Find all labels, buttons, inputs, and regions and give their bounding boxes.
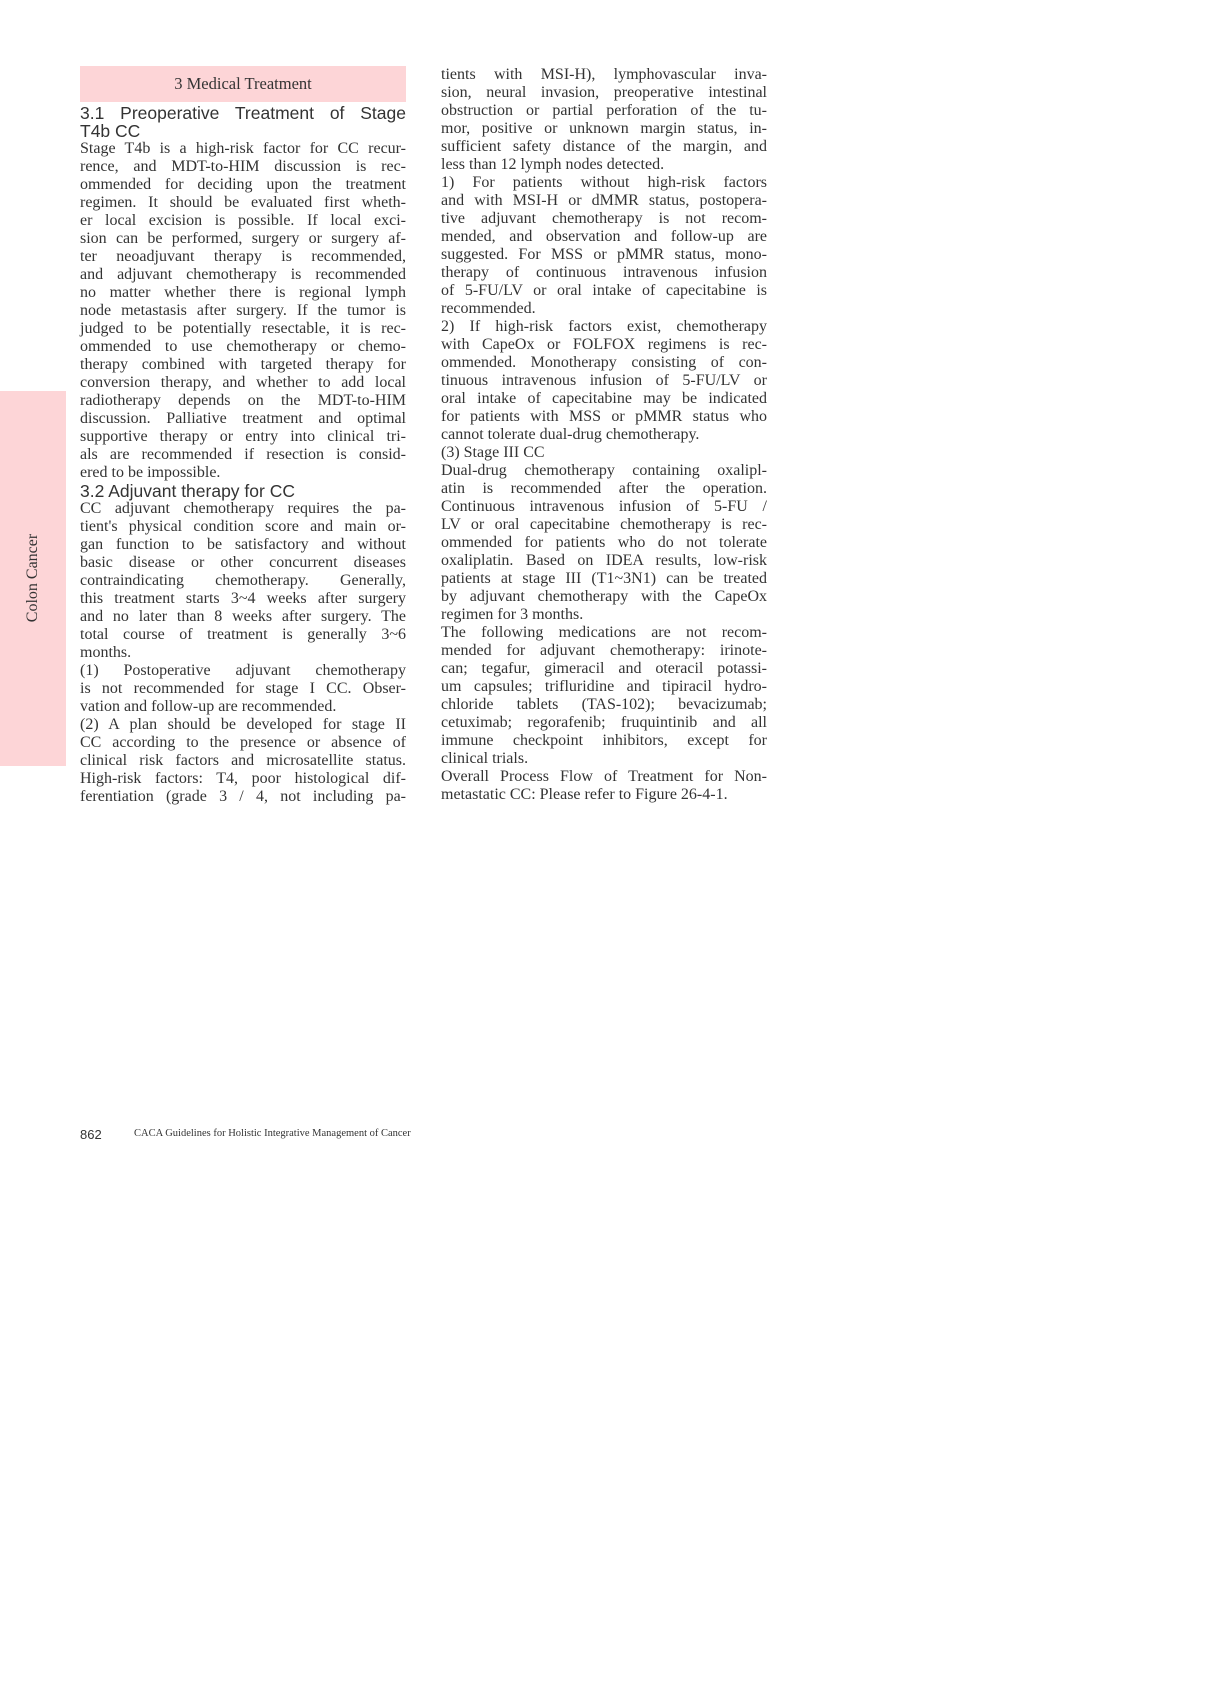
text-line: supportive therapy or entry into clinical tri- bbox=[80, 428, 406, 445]
text-line: no matter whether there is regional lymph bbox=[80, 284, 406, 301]
text-line: sion, neural invasion, preoperative intestinal bbox=[441, 84, 767, 101]
text-line: clinical risk factors and microsatellite status. bbox=[80, 752, 406, 769]
text-line: The following medications are not recom- bbox=[441, 624, 767, 641]
paragraph bbox=[80, 500, 406, 662]
right-text-flow bbox=[441, 66, 767, 804]
text-line: Dual-drug chemotherapy containing oxalipl- bbox=[441, 462, 767, 479]
paragraph bbox=[80, 716, 406, 806]
text-line: T4b CC bbox=[80, 121, 141, 141]
section-title: 3 Medical Treatment bbox=[80, 66, 406, 102]
text-line: ommended for patients who do not tolerate bbox=[441, 534, 767, 551]
paragraph bbox=[80, 140, 406, 482]
paragraph bbox=[80, 662, 406, 716]
paragraph bbox=[441, 462, 767, 624]
text-line: can; tegafur, gimeracil and oteracil potassi- bbox=[441, 660, 767, 677]
text-line: this treatment starts 3~4 weeks after surgery bbox=[80, 590, 406, 607]
text-line: suggested. For MSS or pMMR status, mono- bbox=[441, 246, 767, 263]
text-line: sufficient safety distance of the margin, and bbox=[441, 138, 767, 155]
text-line: mended for adjuvant chemotherapy: irinote- bbox=[441, 642, 767, 659]
text-line: um capsules; trifluridine and tipiracil hydro- bbox=[441, 678, 767, 695]
text-line: immune checkpoint inhibitors, except for bbox=[441, 732, 767, 749]
text-line: tinuous intravenous infusion of 5-FU/LV or bbox=[441, 372, 767, 389]
text-line: conversion therapy, and whether to add local bbox=[80, 374, 406, 391]
text-line: rence, and MDT-to-HIM discussion is rec- bbox=[80, 158, 406, 175]
side-tab-label: Colon Cancer bbox=[24, 533, 41, 623]
text-line: ommended. Monotherapy consisting of con- bbox=[441, 354, 767, 371]
text-line: basic disease or other concurrent diseases bbox=[80, 554, 406, 571]
text-line: regimen. It should be evaluated first wheth- bbox=[80, 194, 406, 211]
text-line: with CapeOx or FOLFOX regimens is rec- bbox=[441, 336, 767, 353]
text-line: tients with MSI-H), lymphovascular inva- bbox=[441, 66, 767, 83]
text-line: therapy combined with targeted therapy for bbox=[80, 356, 406, 373]
left-text-flow bbox=[80, 104, 406, 806]
text-line: atin is recommended after the operation. bbox=[441, 480, 767, 497]
text-line: ommended for deciding upon the treatment bbox=[80, 176, 406, 193]
text-line: radiotherapy depends on the MDT-to-HIM bbox=[80, 392, 406, 409]
right-column bbox=[441, 66, 767, 804]
text-line: (3) Stage III CC bbox=[441, 444, 545, 461]
page-footer bbox=[80, 1126, 411, 1144]
text-line: regimen for 3 months. bbox=[441, 606, 584, 623]
text-line: total course of treatment is generally 3~6 bbox=[80, 626, 406, 643]
text-line: clinical trials. bbox=[441, 750, 529, 767]
text-line: therapy of continuous intravenous infusion bbox=[441, 264, 767, 281]
text-line: ferentiation (grade 3 / 4, not including pa- bbox=[80, 788, 406, 805]
text-line: metastatic CC: Please refer to Figure 26-4-1. bbox=[441, 786, 728, 803]
text-line: 1) For patients without high-risk factors bbox=[441, 174, 767, 191]
paragraph bbox=[441, 318, 767, 444]
text-line: oral intake of capecitabine may be indicated bbox=[441, 390, 767, 407]
text-line: cetuximab; regorafenib; fruquintinib and all bbox=[441, 714, 767, 731]
text-line: CC adjuvant chemotherapy requires the pa- bbox=[80, 500, 406, 517]
text-line: 3.1 Preoperative Treatment of Stage bbox=[80, 103, 406, 123]
text-line: patients at stage III (T1~3N1) can be treated bbox=[441, 570, 767, 587]
text-line: Overall Process Flow of Treatment for Non- bbox=[441, 768, 767, 785]
text-line: judged to be potentially resectable, it is rec- bbox=[80, 320, 406, 337]
paragraph bbox=[441, 444, 767, 462]
text-line: chloride tablets (TAS-102); bevacizumab; bbox=[441, 696, 767, 713]
text-line: ered to be impossible. bbox=[80, 464, 221, 481]
text-line: cannot tolerate dual-drug chemotherapy. bbox=[441, 426, 700, 443]
text-line: oxaliplatin. Based on IDEA results, low-risk bbox=[441, 552, 767, 569]
text-line: High-risk factors: T4, poor histological dif- bbox=[80, 770, 406, 787]
text-line: by adjuvant chemotherapy with the CapeOx bbox=[441, 588, 767, 605]
text-line: 2) If high-risk factors exist, chemotherapy bbox=[441, 318, 767, 335]
text-line: recommended. bbox=[441, 300, 536, 317]
text-line: ter neoadjuvant therapy is recommended, bbox=[80, 248, 406, 265]
paragraph bbox=[441, 768, 767, 804]
text-line: discussion. Palliative treatment and optimal bbox=[80, 410, 406, 427]
text-line: contraindicating chemotherapy. Generally, bbox=[80, 572, 406, 589]
paragraph bbox=[441, 174, 767, 318]
text-line: sion can be performed, surgery or surgery af- bbox=[80, 230, 406, 247]
text-line: node metastasis after surgery. If the tumor is bbox=[80, 302, 406, 319]
text-line: (1) Postoperative adjuvant chemotherapy bbox=[80, 662, 406, 679]
text-line: tive adjuvant chemotherapy is not recom- bbox=[441, 210, 767, 227]
text-line: gan function to be satisfactory and without bbox=[80, 536, 406, 553]
text-line: ommended to use chemotherapy or chemo- bbox=[80, 338, 406, 355]
paragraph bbox=[441, 66, 767, 174]
text-line: and adjuvant chemotherapy is recommended bbox=[80, 266, 406, 283]
text-line: obstruction or partial perforation of the tu- bbox=[441, 102, 767, 119]
text-line: als are recommended if resection is consid- bbox=[80, 446, 406, 463]
subsection-heading bbox=[80, 104, 406, 140]
text-line: CC according to the presence or absence of bbox=[80, 734, 406, 751]
text-line: less than 12 lymph nodes detected. bbox=[441, 156, 665, 173]
text-line: is not recommended for stage I CC. Obser- bbox=[80, 680, 406, 697]
text-line: (2) A plan should be developed for stage II bbox=[80, 716, 406, 733]
text-line: mended, and observation and follow-up are bbox=[441, 228, 767, 245]
text-line: Continuous intravenous infusion of 5-FU / bbox=[441, 498, 767, 515]
text-line: and with MSI-H or dMMR status, postopera- bbox=[441, 192, 767, 209]
text-line: 3.2 Adjuvant therapy for CC bbox=[80, 481, 295, 501]
text-line: er local excision is possible. If local exci- bbox=[80, 212, 406, 229]
running-title: CACA Guidelines for Holistic Integrative Management of Cancer bbox=[134, 1128, 411, 1139]
text-line: tient's physical condition score and main or- bbox=[80, 518, 406, 535]
subsection-heading bbox=[80, 482, 406, 500]
text-line: for patients with MSS or pMMR status who bbox=[441, 408, 767, 425]
page-number: 862 bbox=[80, 1127, 102, 1142]
left-column bbox=[80, 66, 406, 806]
text-line: mor, positive or unknown margin status, in- bbox=[441, 120, 767, 137]
text-line: of 5-FU/LV or oral intake of capecitabine is bbox=[441, 282, 767, 299]
text-line: and no later than 8 weeks after surgery. The bbox=[80, 608, 406, 625]
text-line: months. bbox=[80, 644, 132, 661]
text-line: LV or oral capecitabine chemotherapy is rec- bbox=[441, 516, 767, 533]
text-line: Stage T4b is a high-risk factor for CC recur- bbox=[80, 140, 406, 157]
text-line: vation and follow-up are recommended. bbox=[80, 698, 337, 715]
paragraph bbox=[441, 624, 767, 768]
